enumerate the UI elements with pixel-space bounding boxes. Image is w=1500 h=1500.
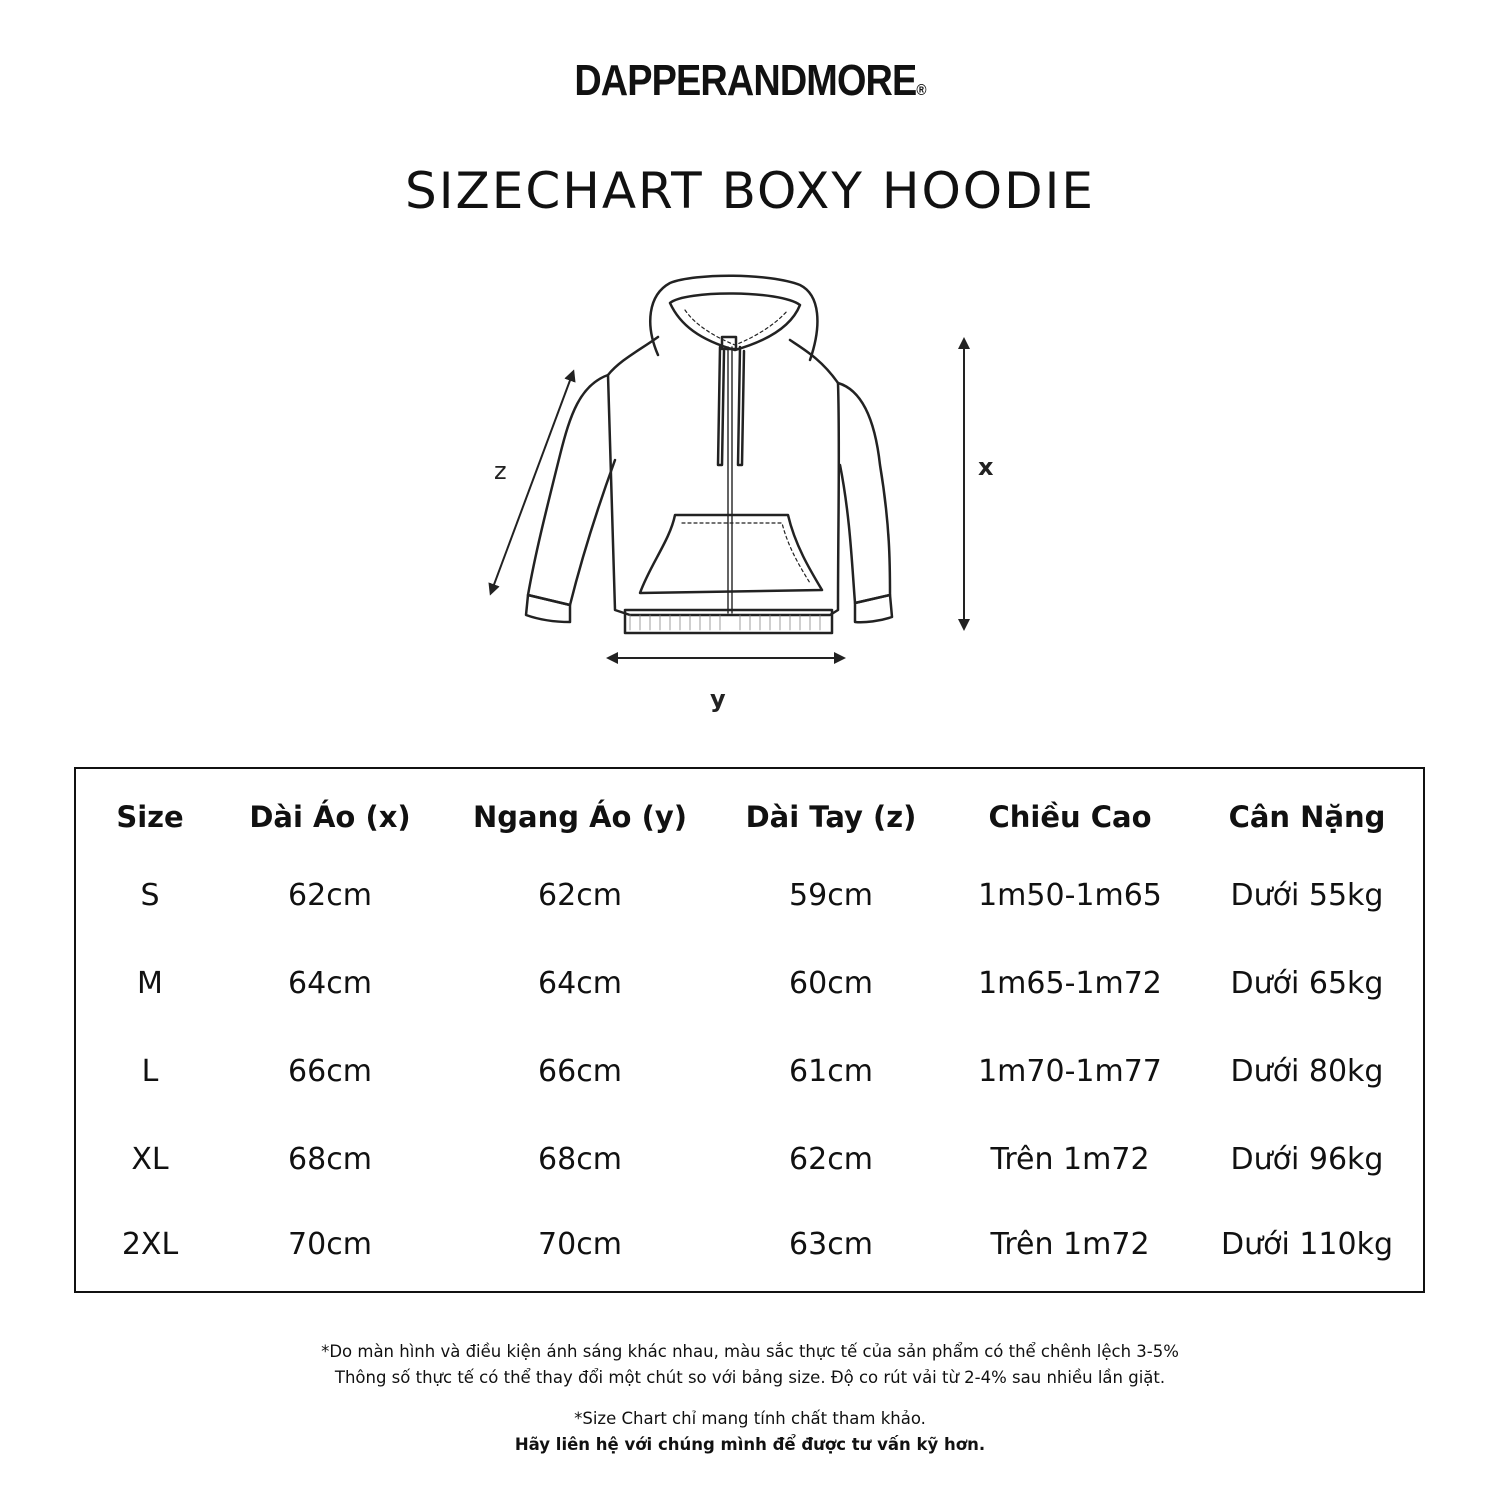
cell-width: 70cm: [538, 1227, 622, 1262]
left-cuff: [526, 595, 570, 622]
cell-sleeve: 61cm: [789, 1054, 873, 1089]
drawstring-left: [718, 347, 724, 465]
cell-height: 1m50-1m65: [978, 878, 1162, 913]
cell-length: 62cm: [288, 878, 372, 913]
header-width: Ngang Áo (y): [473, 800, 687, 834]
size-table: [74, 767, 1425, 1293]
note-measurement-variance: Thông số thực tế có thể thay đổi một chút so với bảng size. Độ co rút vải từ 2-4% sau nhiều lần giặt.: [334, 1368, 1166, 1387]
cell-size: M: [137, 966, 163, 1001]
drawstring-right: [738, 347, 744, 465]
table-row: [76, 1215, 1423, 1275]
left-sleeve: [528, 375, 615, 605]
x-label: x: [978, 453, 994, 481]
cell-weight: Dưới 80kg: [1230, 1054, 1384, 1089]
cell-height: 1m70-1m77: [978, 1054, 1162, 1089]
cell-sleeve: 63cm: [789, 1227, 873, 1262]
reference-notes: [0, 1406, 1500, 1458]
disclaimer-notes: [0, 1339, 1500, 1391]
hoodie-diagram: [470, 265, 1030, 725]
cell-size: 2XL: [121, 1227, 179, 1262]
table-row: [76, 954, 1423, 1014]
header-length: Dài Áo (x): [249, 800, 411, 834]
table-row: [76, 1130, 1423, 1190]
table-row: [76, 1042, 1423, 1102]
note-color-variance: *Do màn hình và điều kiện ánh sáng khác nhau, màu sắc thực tế của sản phẩm có thể chênh lệch 3-5%: [321, 1342, 1179, 1361]
cell-size: L: [141, 1054, 159, 1089]
cell-size: S: [140, 878, 160, 913]
cell-length: 66cm: [288, 1054, 372, 1089]
cell-size: XL: [131, 1142, 169, 1177]
z-label: z: [494, 457, 507, 485]
cell-weight: Dưới 96kg: [1230, 1142, 1384, 1177]
registered-mark: ®: [916, 82, 926, 99]
cell-width: 64cm: [538, 966, 622, 1001]
cell-weight: Dưới 55kg: [1230, 878, 1384, 913]
header-size: Size: [116, 800, 184, 834]
right-sleeve: [838, 383, 890, 603]
cell-height: 1m65-1m72: [978, 966, 1162, 1001]
cell-sleeve: 60cm: [789, 966, 873, 1001]
note-contact: Hãy liên hệ với chúng mình để được tư vấn kỹ hơn.: [514, 1435, 986, 1454]
y-label: y: [710, 685, 726, 713]
note-reference-only: *Size Chart chỉ mang tính chất tham khảo.: [574, 1409, 926, 1428]
header-sleeve: Dài Tay (z): [745, 800, 917, 834]
cell-sleeve: 62cm: [789, 1142, 873, 1177]
header-weight: Cân Nặng: [1228, 800, 1386, 834]
cell-height: Trên 1m72: [990, 1227, 1150, 1262]
cell-sleeve: 59cm: [789, 878, 873, 913]
cell-height: Trên 1m72: [990, 1142, 1150, 1177]
page-title: SIZECHART BOXY HOODIE: [405, 162, 1095, 220]
table-row: [76, 866, 1423, 926]
table-header-row: [76, 787, 1423, 847]
cell-width: 68cm: [538, 1142, 622, 1177]
right-cuff: [855, 595, 892, 622]
cell-weight: Dưới 110kg: [1220, 1227, 1394, 1262]
cell-length: 68cm: [288, 1142, 372, 1177]
cell-length: 70cm: [288, 1227, 372, 1262]
brand-logo: [105, 56, 1395, 106]
cell-weight: Dưới 65kg: [1230, 966, 1384, 1001]
header-height: Chiều Cao: [988, 800, 1152, 834]
cell-length: 64cm: [288, 966, 372, 1001]
cell-width: 62cm: [538, 878, 622, 913]
kangaroo-pocket: [640, 515, 822, 593]
hoodie-illustration: [470, 265, 1030, 725]
cell-width: 66cm: [538, 1054, 622, 1089]
brand-name: DAPPERANDMORE: [574, 56, 917, 105]
